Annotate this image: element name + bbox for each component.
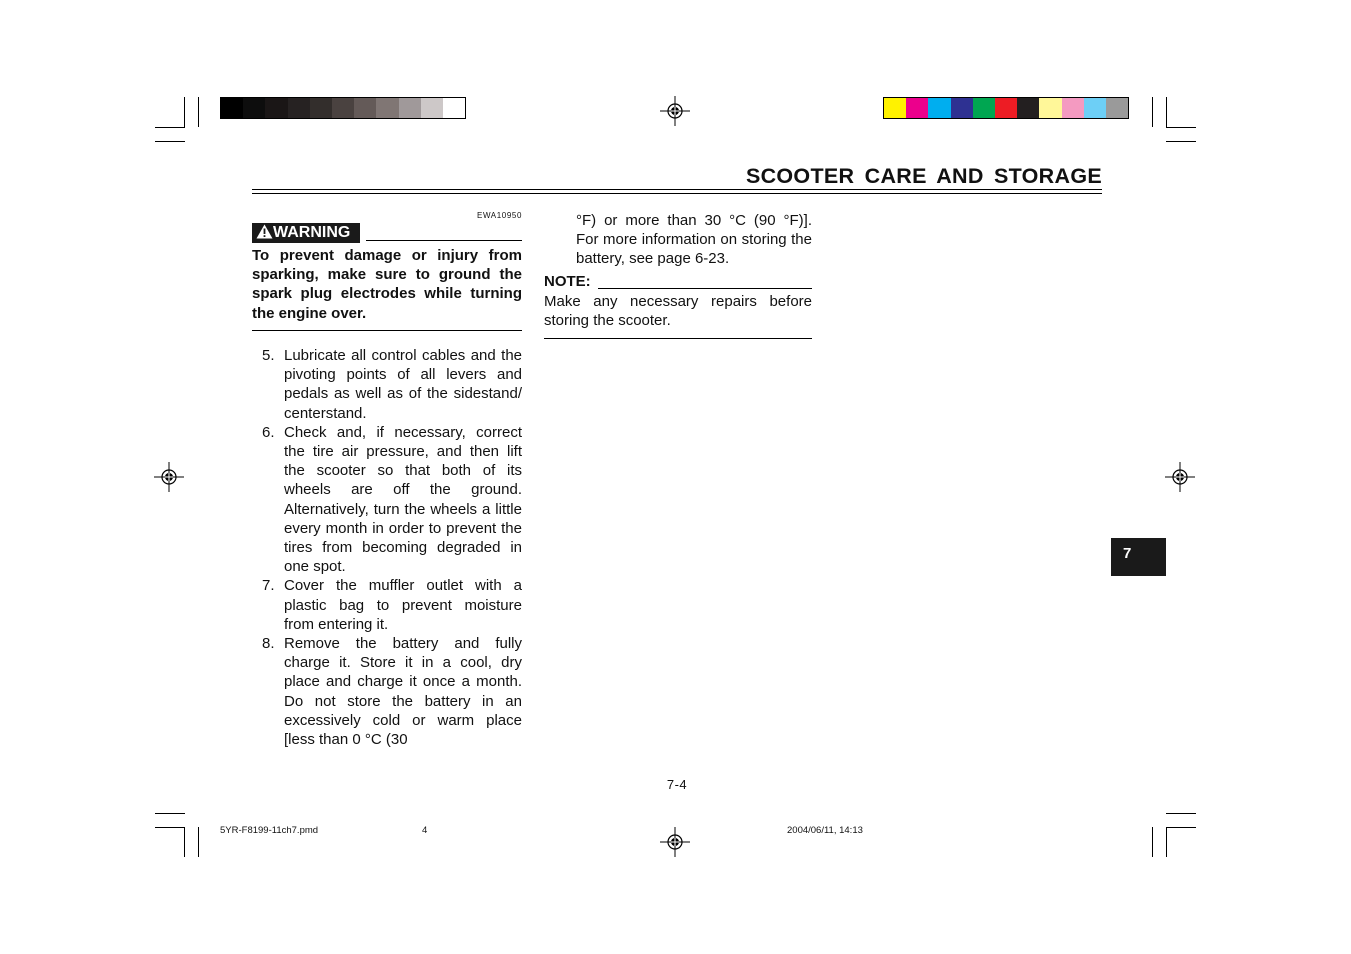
step-8-continued: °F) or more than 30 °C (90 °F)]. For more information on storing the battery, see page 6-23.	[576, 212, 812, 268]
chapter-tab: 7	[1111, 538, 1166, 576]
warning-rule	[366, 240, 522, 241]
footer-datetime: 2004/06/11, 14:13	[787, 825, 863, 836]
color-swatch	[906, 98, 928, 118]
color-swatch	[1039, 98, 1061, 118]
step-number: 6.	[262, 423, 275, 441]
step-text: Remove the battery and fully charge it. Store it in a cool, dry place and charge it once a month. Do not store the battery in an excessively cold or warm place [less than 0 °C (30	[284, 635, 522, 749]
color-swatch	[354, 98, 376, 118]
color-swatch	[973, 98, 995, 118]
page-number: 7-4	[666, 777, 688, 792]
color-swatch	[376, 98, 398, 118]
color-swatch	[443, 98, 465, 118]
warning-end-rule	[252, 330, 522, 331]
header-rule	[252, 189, 1102, 190]
step-number: 8.	[262, 635, 275, 653]
warning-badge	[252, 223, 360, 243]
color-calibration-bar	[883, 97, 1129, 119]
note-text: Make any necessary repairs before storing the scooter.	[544, 293, 812, 330]
step-number: 7.	[262, 577, 275, 595]
color-swatch	[928, 98, 950, 118]
footer-page: 4	[422, 825, 428, 836]
color-swatch	[1106, 98, 1128, 118]
step-number: 5.	[262, 347, 275, 364]
registration-mark-icon	[660, 827, 690, 857]
color-swatch	[221, 98, 243, 118]
steps-list	[252, 346, 522, 749]
registration-mark-icon	[1165, 462, 1195, 492]
warning-triangle-icon	[256, 224, 273, 239]
note-rule	[598, 288, 812, 289]
color-swatch	[243, 98, 265, 118]
step-text: Cover the muffler outlet with a plastic bag to prevent moisture from entering it.	[284, 577, 522, 633]
list-item	[252, 346, 522, 423]
warning-code: EWA10950	[477, 211, 522, 220]
color-swatch	[265, 98, 287, 118]
list-item	[252, 423, 522, 577]
note-label: NOTE:	[544, 273, 591, 290]
color-swatch	[310, 98, 332, 118]
section-title: SCOOTER CARE AND STORAGE	[745, 164, 1102, 188]
color-swatch	[1084, 98, 1106, 118]
color-swatch	[399, 98, 421, 118]
color-swatch	[288, 98, 310, 118]
color-swatch	[332, 98, 354, 118]
color-swatch	[995, 98, 1017, 118]
warning-label: WARNING	[273, 224, 351, 241]
warning-text: To prevent damage or injury from sparking, make sure to ground the spark plug electrodes while turning the engine over.	[252, 247, 522, 322]
footer-filename: 5YR-F8199-11ch7.pmd	[220, 825, 319, 836]
registration-mark-icon	[154, 462, 184, 492]
grayscale-calibration-bar	[220, 97, 466, 119]
color-swatch	[884, 98, 906, 118]
color-swatch	[1017, 98, 1039, 118]
color-swatch	[1062, 98, 1084, 118]
list-item	[252, 576, 522, 634]
step-text: Lubricate all control cables and the pivoting points of all levers and pedals as well as of the sidestand/ centerstand.	[284, 347, 522, 422]
list-item	[252, 634, 522, 749]
registration-mark-icon	[660, 96, 690, 126]
header-rule	[252, 193, 1102, 194]
step-text: Check and, if necessary, correct the tire air pressure, and then lift the scooter so that both of its wheels are off the ground. Alternatively, turn the wheels a little every month in order to prevent the tires from becoming degraded in one spot.	[284, 423, 522, 576]
note-end-rule	[544, 338, 812, 339]
color-swatch	[951, 98, 973, 118]
color-swatch	[421, 98, 443, 118]
